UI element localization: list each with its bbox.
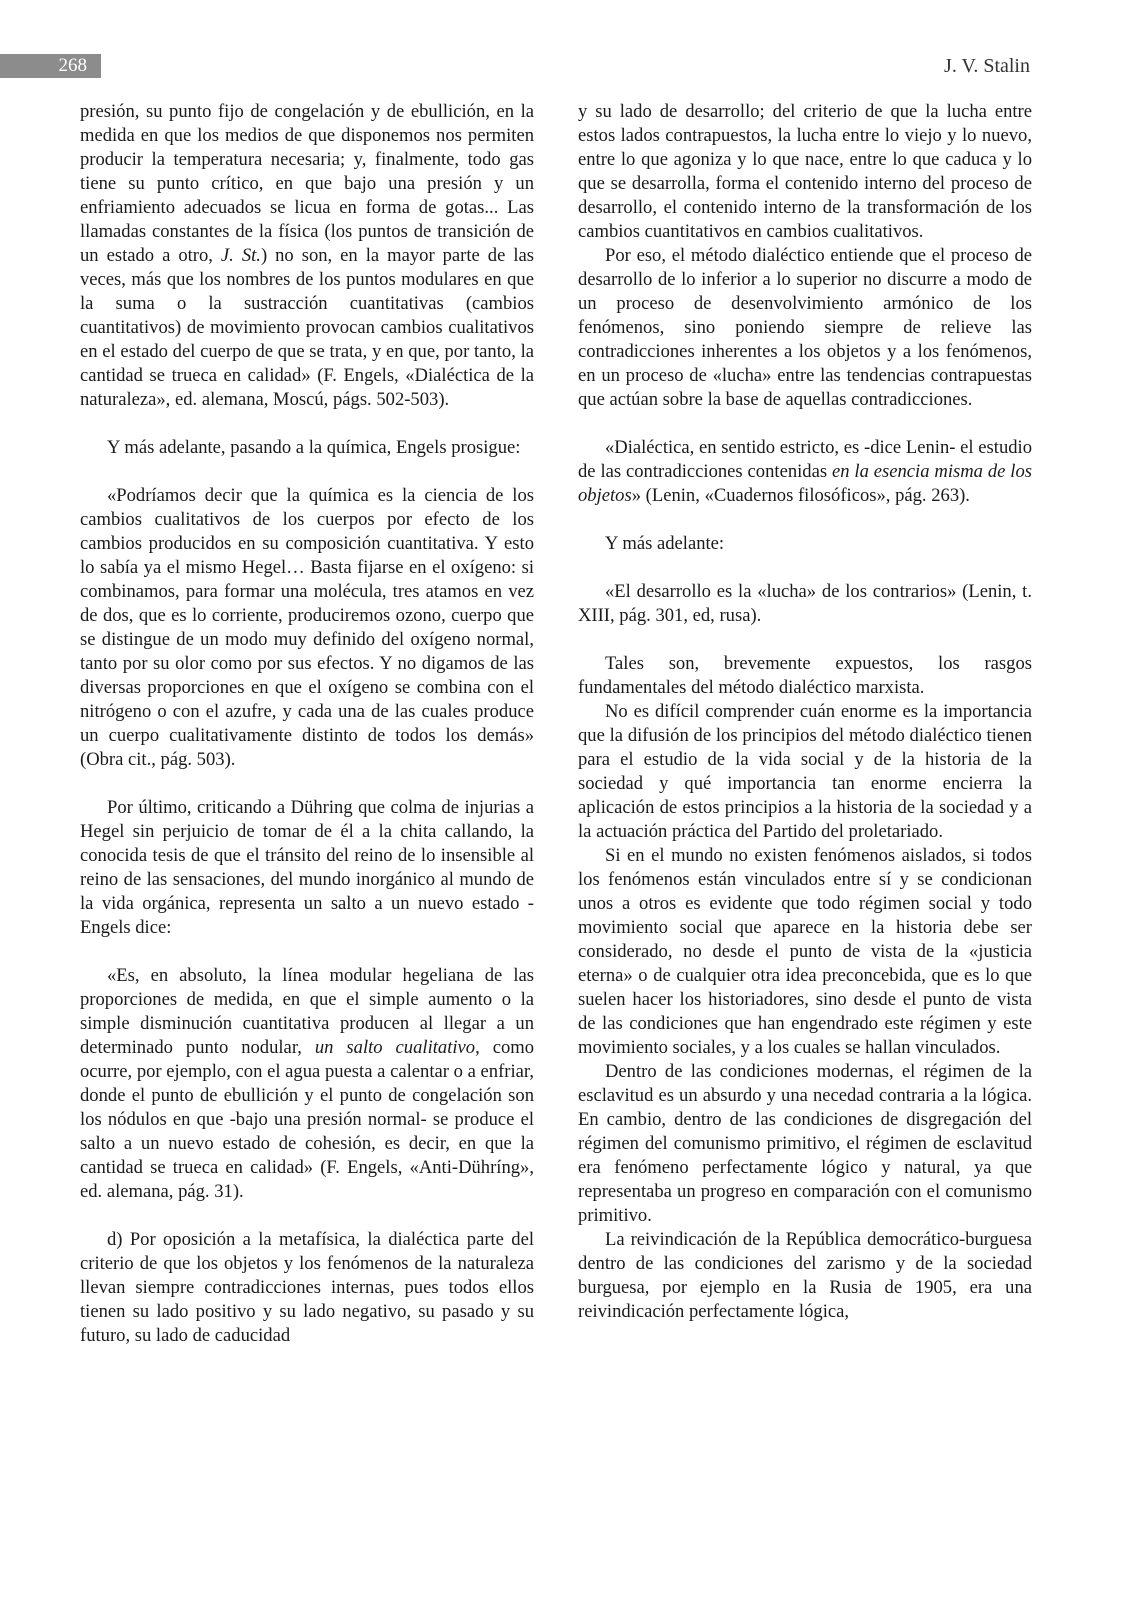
paragraph: y su lado de desarrollo; del criterio de que la lucha entre estos lados contrapuestos, la lucha entre lo viejo y lo nuevo, entre lo que agoniza y lo que nace, entre lo que caduca y lo que se desarrolla, forma el contenido interno del proceso de desarrollo, el contenido interno de la transformación de los cambios cuantitativos en cambios cualitativos. [578, 101, 1032, 242]
paragraph: Y más adelante: [605, 533, 725, 554]
paragraph: Por eso, el método dialéctico entiende que el proceso de desarrollo de lo inferior a lo superior no discurre a modo de un proceso de desenvolvimiento armónico de los fenómenos, sino poniendo siempre de relieve las contradicciones inherentes a los objetos y a los fenómenos, en un proceso de «lucha» entre las tendencias contrapuestas que actúan sobre la base de aquellas contradicciones. [578, 245, 1032, 410]
right-column [578, 100, 1032, 1324]
paragraph: Tales son, brevemente expuestos, los rasgos fundamentales del método dialéctico marxista. [578, 653, 1032, 698]
paragraph: Dentro de las condiciones modernas, el régimen de la esclavitud es un absurdo y una necedad contraria a la lógica. En cambio, dentro de las condiciones de disgregación del régimen del comunismo primitivo, el régimen de esclavitud era fenómeno perfectamente lógico y natural, ya que representaba un progreso en comparación con el comunismo primitivo. [578, 1061, 1032, 1226]
block-quote: «Es, en absoluto, la línea modular hegeliana de las proporciones de medida, en que el simple aumento o la simple disminución cuantitativa producen al llegar a un determinado punto nodular, un salto cualitativo, como ocurre, por ejemplo, con el agua puesta a calentar o a enfriar, donde el punto de ebullición y el punto de congelación son los nódulos en que -bajo una presión normal- se produce el salto a un nuevo estado de cohesión, es decir, en que la cantidad se trueca en calidad» (F. Engels, «Anti-Dühríng», ed. alemana, pág. 31). [80, 965, 534, 1202]
running-header-author: J. V. Stalin [944, 55, 1030, 77]
left-column [80, 100, 534, 1348]
block-quote: «El desarrollo es la «lucha» de los contrarios» (Lenin, t. XIII, pág. 301, ed, rusa). [578, 581, 1032, 626]
paragraph: La reivindicación de la República democrático-burguesa dentro de las condiciones del zarismo y de la sociedad burguesa, por ejemplo en la Rusia de 1905, era una reivindicación perfectamente lógica, [578, 1229, 1032, 1322]
paragraph: Si en el mundo no existen fenómenos aislados, si todos los fenómenos están vinculados entre sí y se condicionan unos a otros es evidente que todo régimen social y todo movimiento social que aparece en la historia debe ser considerado, no desde el punto de vista de la «justicia eterna» o de cualquier otra idea preconcebida, que es lo que suelen hacer los historiadores, sino desde el punto de vista de las condiciones que han engendrado este régimen y este movimiento sociales, y a los cuales se hallan vinculados. [578, 845, 1032, 1058]
paragraph: Por último, criticando a Dühring que colma de injurias a Hegel sin perjuicio de tomar de él a la chita callando, la conocida tesis de que el tránsito del reino de lo insensible al reino de las sensaciones, del mundo inorgánico al mundo de la vida orgánica, representa un salto a un nuevo estado -Engels dice: [80, 797, 534, 938]
paragraph: No es difícil comprender cuán enorme es la importancia que la difusión de los principios del método dialéctico tienen para el estudio de la vida social y de la historia de la sociedad y qué importancia tan enorme encierra la aplicación de estos principios a la historia de la sociedad y a la actuación práctica del Partido del proletariado. [578, 701, 1032, 842]
paragraph: Y más adelante, pasando a la química, Engels prosigue: [107, 437, 521, 458]
block-quote: «Dialéctica, en sentido estricto, es -dice Lenin- el estudio de las contradicciones contenidas en la esencia misma de los objetos» (Lenin, «Cuadernos filosóficos», pág. 263). [578, 437, 1032, 506]
page-number: 268 [0, 54, 101, 78]
paragraph: d) Por oposición a la metafísica, la dialéctica parte del criterio de que los objetos y los fenómenos de la naturaleza llevan siempre contradicciones internas, pues todos ellos tienen su lado positivo y su lado negativo, su pasado y su futuro, su lado de caducidad [80, 1229, 534, 1346]
paragraph: presión, su punto fijo de congelación y de ebullición, en la medida en que los medios de que disponemos nos permiten producir la temperatura necesaria; y, finalmente, todo gas tiene su punto crítico, en que bajo una presión y un enfriamiento adecuados se licua en forma de gotas... Las llamadas constantes de la física (los puntos de transición de un estado a otro, J. St.) no son, en la mayor parte de las veces, más que los nombres de los puntos modulares en que la suma o la sustracción cuantitativas (cambios cuantitativos) de movimiento provocan cambios cualitativos en el estado del cuerpo de que se trata, y en que, por tanto, la cantidad se trueca en calidad» (F. Engels, «Dialéctica de la naturaleza», ed. alemana, Moscú, págs. 502-503). [80, 101, 534, 410]
block-quote: «Podríamos decir que la química es la ciencia de los cambios cualitativos de los cuerpos por efecto de los cambios producidos en su composición cuantitativa. Y esto lo sabía ya el mismo Hegel… Basta fijarse en el oxígeno: si combinamos, para formar una molécula, tres atamos en vez de dos, que es lo corriente, produciremos ozono, cuerpo que se distingue de un modo muy definido del oxígeno normal, tanto por su olor como por sus efectos. Y no digamos de las diversas proporciones en que el oxígeno se combina con el nitrógeno o con el azufre, y cada una de las cuales produce un cuerpo cualitativamente distinto de todos los demás» (Obra cit., pág. 503). [80, 485, 534, 770]
